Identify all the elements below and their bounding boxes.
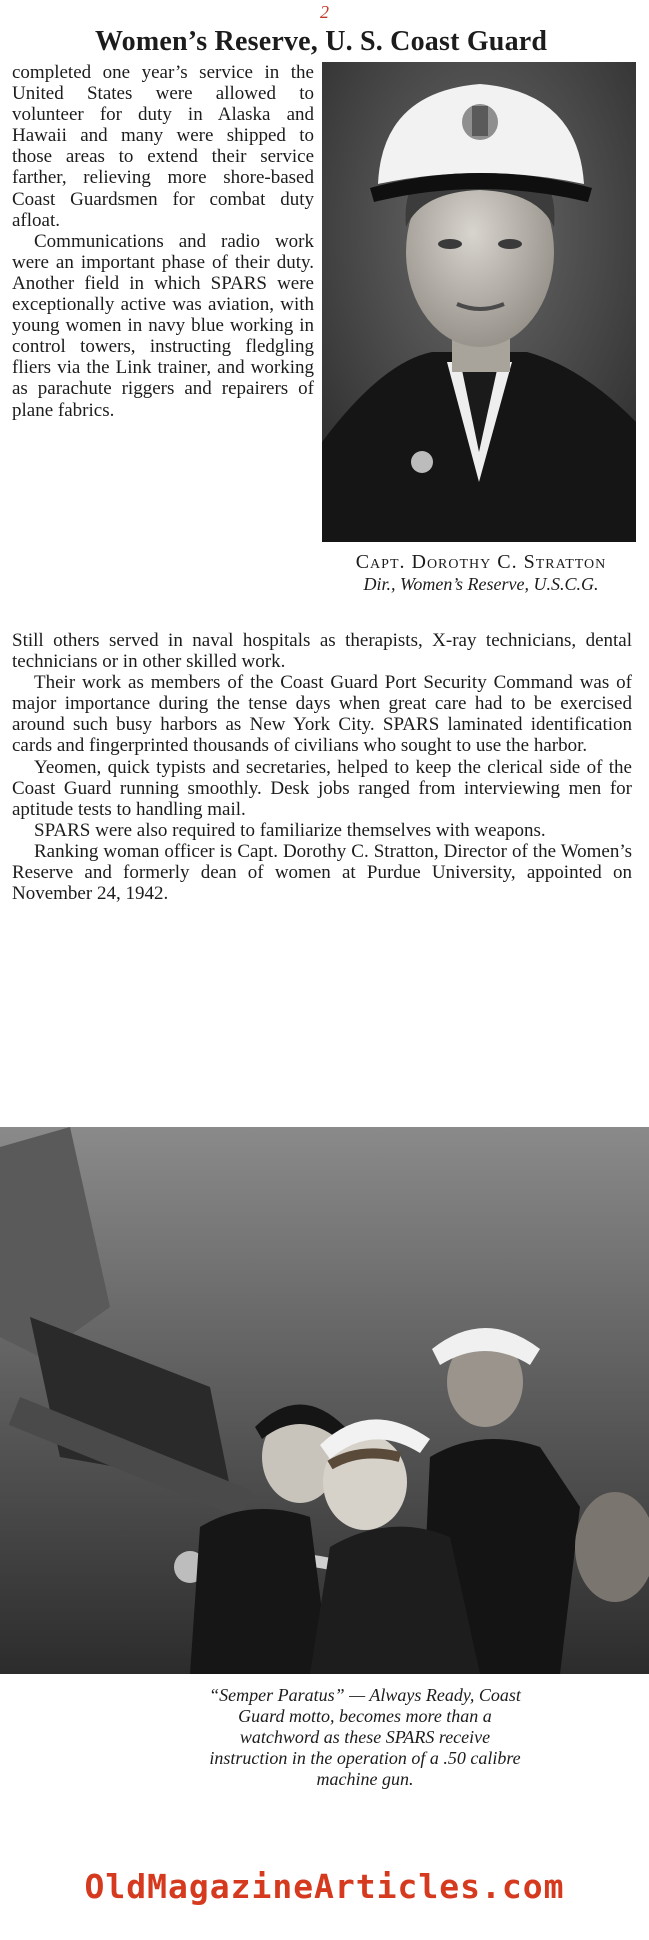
caption-name: Capt. Dorothy C. Stratton bbox=[355, 551, 607, 573]
paragraph: Ranking woman officer is Capt. Dorothy C. Stratton, Director of the Women’s Reserve and formerly dean of women at Purdue University, appointed on November 24, 1942. bbox=[12, 840, 632, 905]
paragraph: Yeomen, quick typists and secretaries, helped to keep the clerical side of the Coast Guard running smoothly. Desk jobs ranged from interviewing men for aptitude tests to handling mail. bbox=[12, 756, 632, 820]
paragraph: SPARS were also required to familiarize themselves with weapons. bbox=[34, 819, 546, 841]
caption-title: Dir., Women’s Reserve, U.S.C.G. bbox=[363, 574, 599, 594]
paragraph: Still others served in naval hospitals as therapists, X-ray technicians, dental technicians or in other skilled work. bbox=[12, 630, 632, 673]
action-caption: “Semper Paratus” — Always Ready, Coast Guard motto, becomes more than a watchword as these SPARS receive instruction in the operation of a .50 calibre machine gun. bbox=[209, 1685, 521, 1789]
paragraph: Communications and radio work were an important phase of their duty. Another field in which SPARS were exceptionally active was aviation, with young women in navy blue working in control towers, instructing fledgling fliers via the Link trainer, and working as parachute riggers and repairers of plane fabrics. bbox=[12, 230, 314, 421]
page-number: 2 bbox=[320, 2, 329, 22]
portrait-photo bbox=[322, 62, 636, 542]
portrait-caption bbox=[322, 551, 640, 595]
left-column-text bbox=[12, 62, 314, 421]
full-width-text bbox=[12, 630, 632, 904]
machine-gun-photo bbox=[0, 1127, 649, 1674]
paragraph: Their work as members of the Coast Guard Port Security Command was of major importance during the tense days when great care had to be exercised around such busy harbors as New York City. SPARS laminated identification cards and fingerprinted thousands of civilians who sought to use the harbor. bbox=[12, 672, 632, 757]
paragraph: completed one year’s service in the United States were allowed to volunteer for duty in Alaska and Hawaii and many were shipped to those areas to extend their service farther, relieving more shore-based Coast Guardsmen for combat duty afloat. bbox=[12, 62, 314, 231]
article-title: Women’s Reserve, U. S. Coast Guard bbox=[95, 26, 548, 57]
site-watermark[interactable]: OldMagazineArticles.com bbox=[84, 1867, 565, 1906]
